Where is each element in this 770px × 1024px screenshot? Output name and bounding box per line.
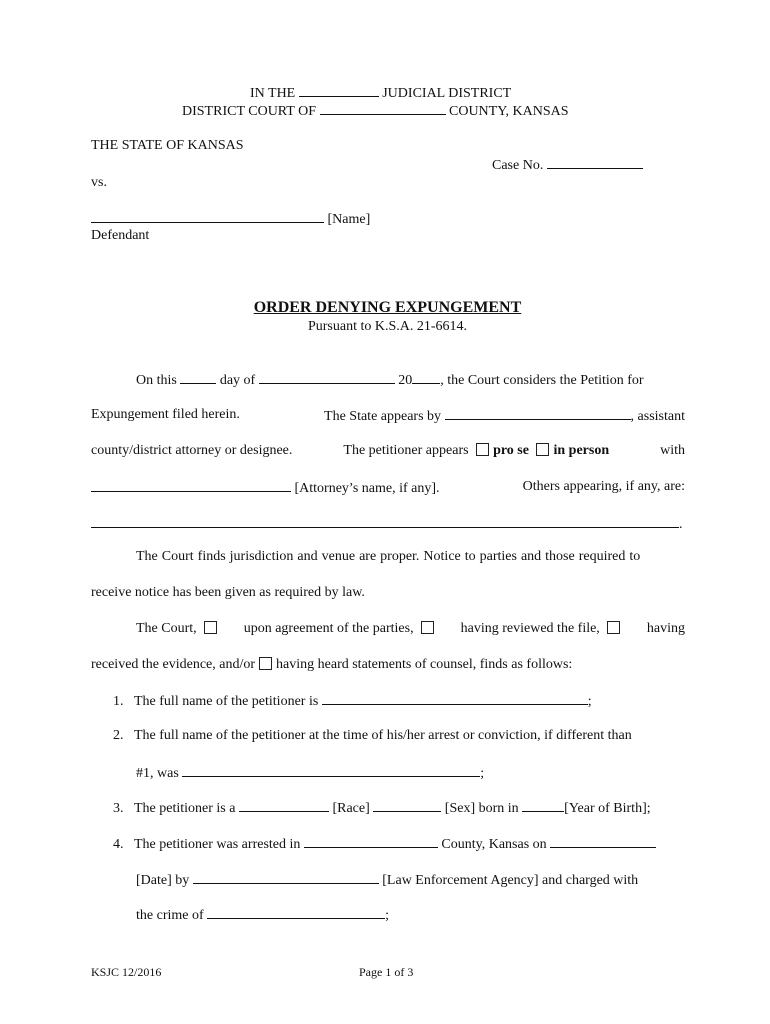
period: .: [679, 517, 683, 532]
received-evidence-text: received the evidence, and/or: [91, 657, 256, 672]
vs-text: vs.: [91, 175, 107, 190]
item-2: [113, 727, 632, 745]
judicial-district-text: JUDICIAL DISTRICT: [382, 86, 512, 101]
date-by-label: [Date] by: [136, 873, 190, 888]
county-blank[interactable]: [320, 101, 446, 115]
yob-blank[interactable]: [522, 798, 564, 812]
para-line-5: [91, 514, 683, 534]
day-blank[interactable]: [180, 370, 216, 384]
former-name-blank[interactable]: [182, 763, 480, 777]
item-4c-end: ;: [385, 908, 390, 923]
in-person-label: in person: [553, 443, 610, 458]
reviewed-file-checkbox[interactable]: [421, 621, 434, 634]
year-blank[interactable]: [412, 370, 440, 384]
form-id: KSJC 12/2016: [91, 965, 162, 979]
para-line-4: [91, 478, 685, 498]
item-4-number: 4.: [113, 837, 124, 852]
item-2-text: The full name of the petitioner at the time of his/her arrest or conviction, if different than: [134, 728, 632, 743]
item-1-text: The full name of the petitioner is: [134, 694, 319, 709]
item-2b-end: ;: [480, 766, 485, 781]
document-subtitle: Pursuant to K.S.A. 21-6614.: [307, 319, 468, 334]
item-4: [113, 834, 656, 854]
para-jurisdiction: [136, 548, 685, 566]
attorney-blank-1[interactable]: [91, 478, 217, 492]
crime-label: the crime of: [136, 908, 204, 923]
district-court-text: DISTRICT COURT OF: [182, 104, 316, 119]
pro-se-label: pro se: [493, 443, 529, 458]
in-person-checkbox[interactable]: [536, 443, 549, 456]
p3-county-attorney: county/district attorney or designee.: [91, 443, 293, 458]
p2-expungement: Expungement filed herein.: [91, 407, 240, 422]
agency-label: [Law Enforcement Agency] and charged with: [382, 873, 639, 888]
defendant-name-line: [91, 209, 370, 229]
jurisdiction-text: The Court finds jurisdiction and venue are proper. Notice to parties and those required to: [136, 549, 641, 564]
judicial-district-blank[interactable]: [299, 83, 379, 97]
para-court-findings: [136, 620, 685, 638]
case-number: [492, 155, 643, 175]
p1-on-this: On this day of 20 , the Court considers the Petition for: [136, 370, 644, 390]
item-1: [113, 691, 592, 711]
para-line-2: [91, 406, 685, 426]
p8-court: The Court,: [136, 620, 221, 638]
yob-label: [Year of Birth];: [564, 801, 651, 816]
document-title: ORDER DENYING EXPUNGEMENT: [253, 299, 522, 316]
item-1-end: ;: [587, 694, 592, 709]
item-3-text: The petitioner is a: [134, 801, 236, 816]
received-evidence-checkbox[interactable]: [607, 621, 620, 634]
agreement-checkbox[interactable]: [204, 621, 217, 634]
item-4-text: The petitioner was arrested in: [134, 837, 301, 852]
county-on-label: County, Kansas on: [441, 837, 547, 852]
item-3-number: 3.: [113, 801, 124, 816]
case-no-label: Case No.: [492, 158, 544, 173]
in-the-text: IN THE: [250, 86, 296, 101]
arrest-date-blank[interactable]: [550, 834, 656, 848]
item-4-cont-2: [136, 905, 389, 925]
heard-statements-checkbox[interactable]: [259, 657, 272, 670]
p3-with: with: [660, 443, 685, 458]
defendant-name-blank[interactable]: [91, 209, 324, 223]
p8-having: having: [646, 621, 685, 636]
p4-others: Others appearing, if any, are:: [522, 479, 685, 494]
para-line-3: [91, 442, 685, 460]
p2-state-appears: The State appears by , assistant: [324, 406, 685, 426]
p8-agreement: upon agreement of the parties,: [244, 620, 438, 638]
notice-text: receive notice has been given as required by law.: [91, 585, 365, 600]
sex-label: [Sex] born in: [444, 801, 519, 816]
agency-blank[interactable]: [193, 870, 379, 884]
sex-blank[interactable]: [373, 798, 441, 812]
race-label: [Race]: [332, 801, 370, 816]
pro-se-checkbox[interactable]: [476, 443, 489, 456]
item-2b-text: #1, was: [136, 766, 179, 781]
item-3: [113, 798, 651, 818]
page-number: Page 1 of 3: [359, 965, 414, 979]
header-line-2: [182, 101, 569, 121]
item-2-cont: [136, 763, 484, 783]
name-label: [Name]: [327, 212, 371, 227]
month-blank[interactable]: [259, 370, 395, 384]
defendant-label: Defendant: [91, 228, 150, 243]
crime-blank[interactable]: [207, 905, 385, 919]
p8-reviewed: having reviewed the file,: [461, 620, 625, 638]
item-4-cont: [136, 870, 638, 890]
arrest-county-blank[interactable]: [304, 834, 438, 848]
item-2-number: 2.: [113, 728, 124, 743]
para-received: [91, 656, 572, 674]
full-name-blank[interactable]: [322, 691, 588, 705]
county-kansas-text: COUNTY, KANSAS: [449, 104, 569, 119]
header-line-1: [250, 83, 511, 103]
heard-statements-text: having heard statements of counsel, finds as follows:: [276, 657, 573, 672]
p3-petitioner-appears: The petitioner appears pro se in person: [343, 443, 610, 458]
state-of-kansas: THE STATE OF KANSAS: [91, 138, 244, 153]
item-1-number: 1.: [113, 694, 124, 709]
attorney-blank-2[interactable]: [217, 478, 291, 492]
state-attorney-blank[interactable]: [445, 406, 631, 420]
para-line-1: [136, 370, 685, 390]
race-blank[interactable]: [239, 798, 329, 812]
p4-attorney: [Attorney’s name, if any].: [91, 478, 440, 498]
case-no-blank[interactable]: [547, 155, 643, 169]
others-appearing-blank[interactable]: [91, 514, 679, 528]
